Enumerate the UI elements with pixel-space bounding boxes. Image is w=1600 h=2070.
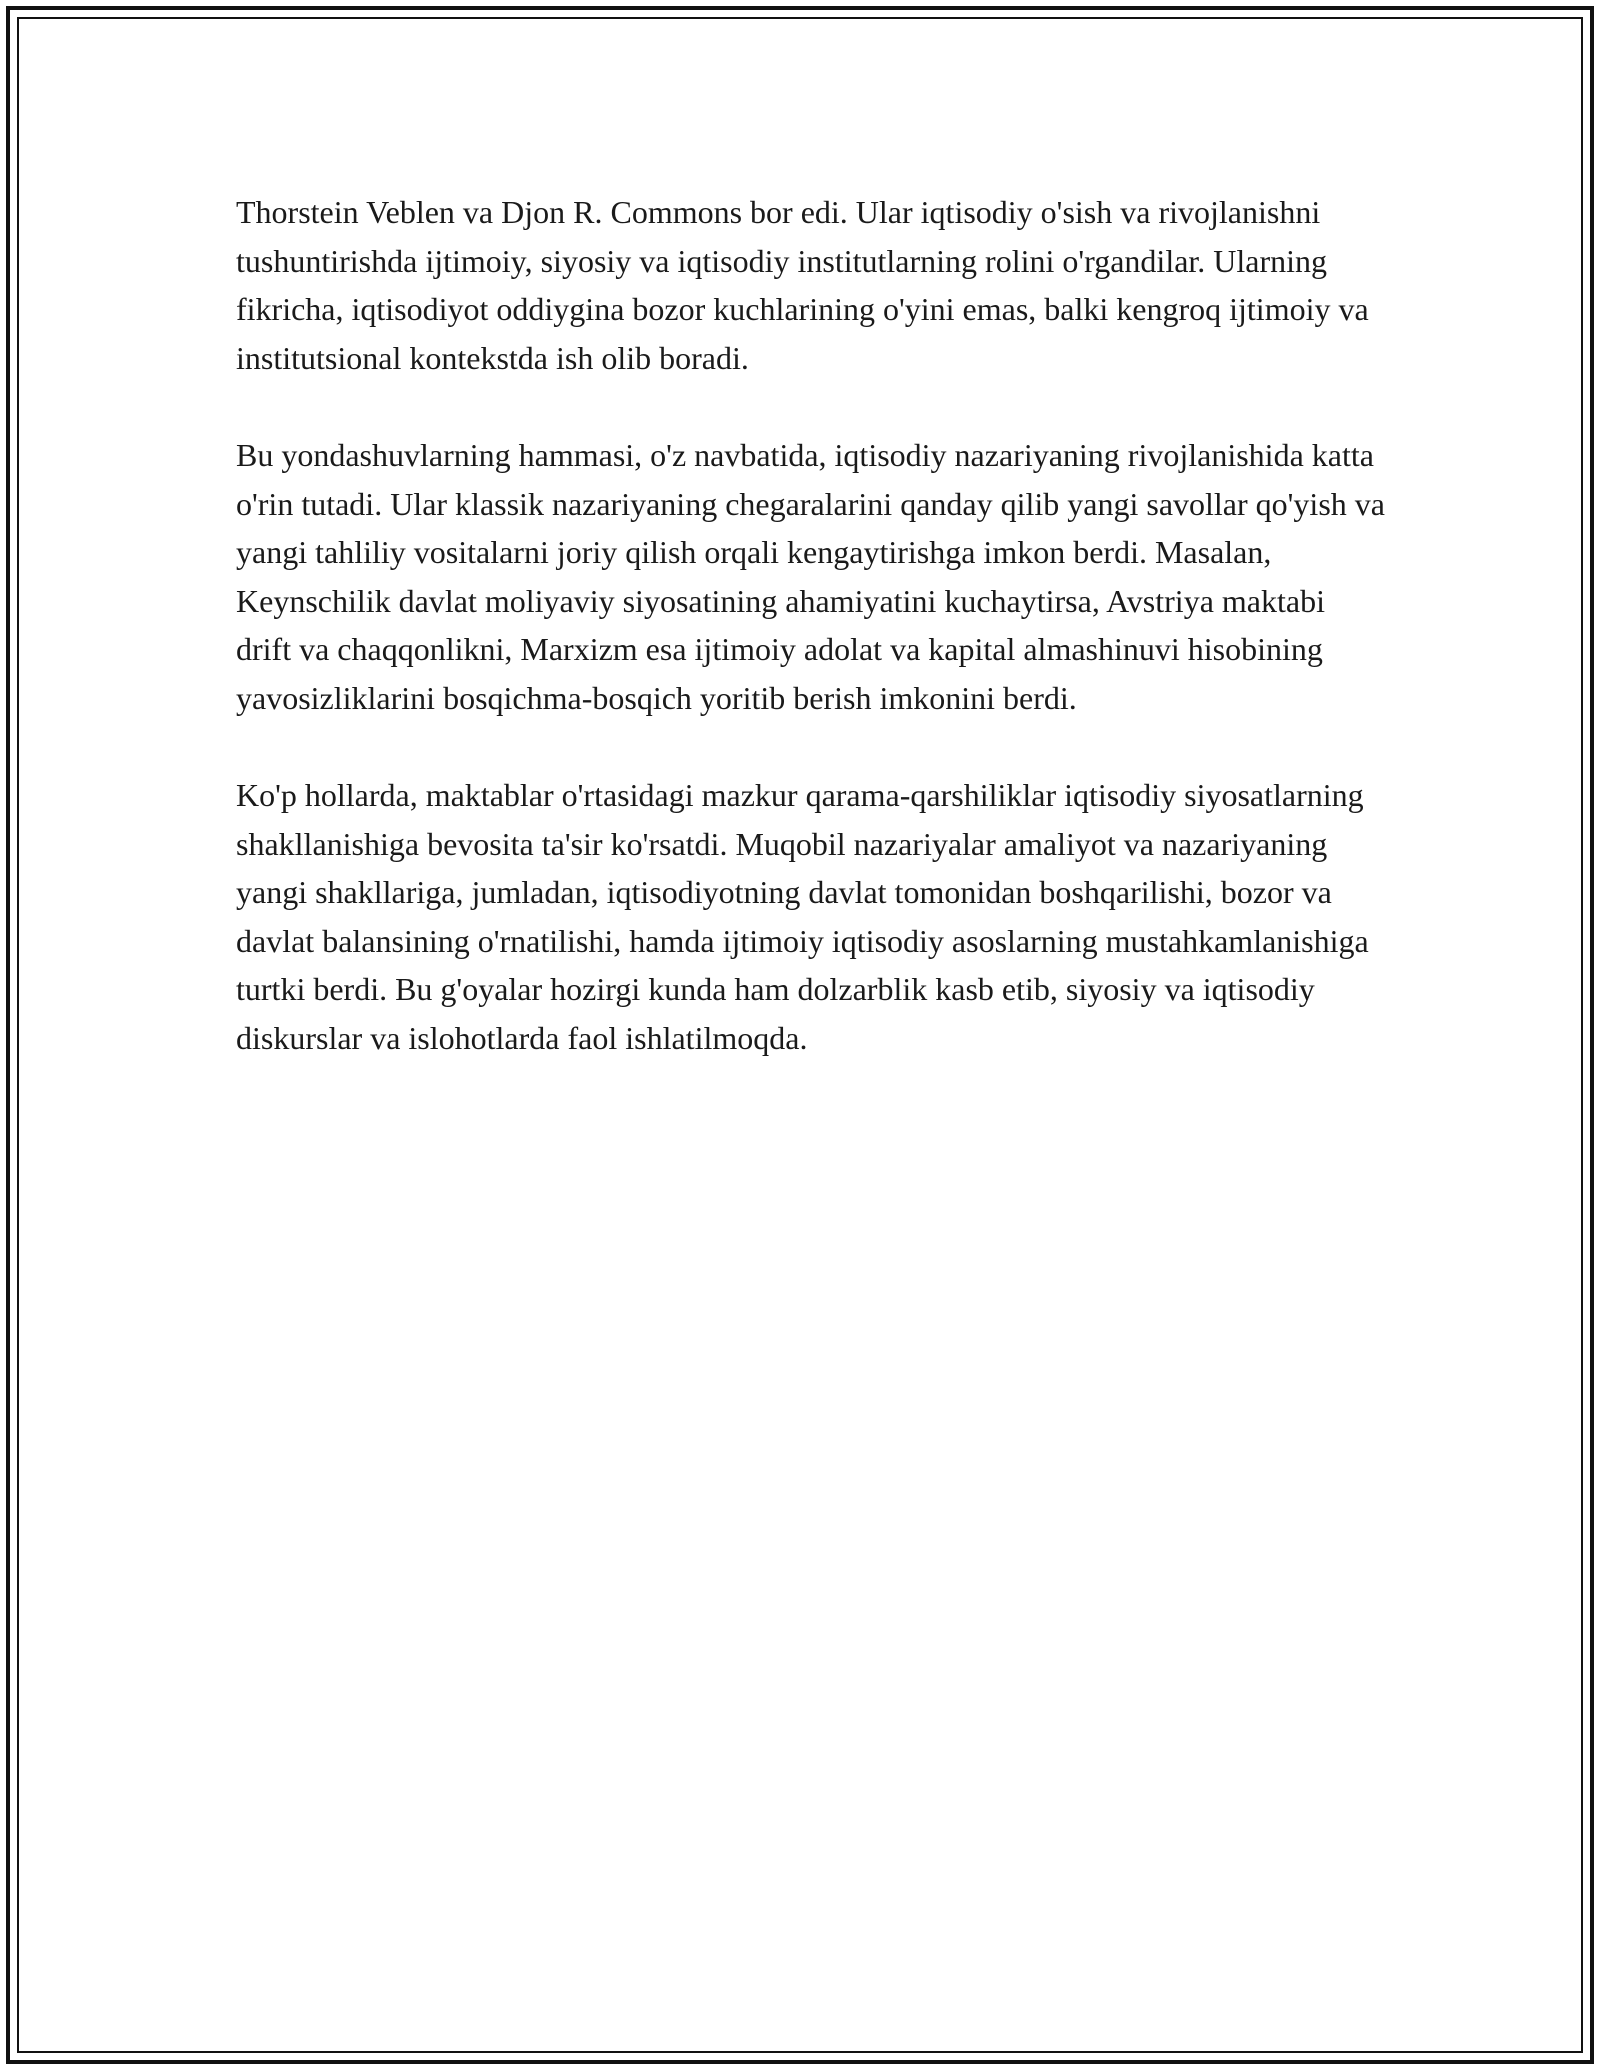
paragraph-3: Ko'p hollarda, maktablar o'rtasidagi mazkur qarama-qarshiliklar iqtisodiy siyosatlarning shakllanishiga bevosita ta'sir ko'rsatdi. Muqobil nazariyalar amaliyot va nazariyaning yangi shakllariga, jumladan, iqtisodiyotning davlat tomonidan boshqarilishi, bozor va davlat balansining o'rnatilishi, hamda ijtimoiy iqtisodiy asoslarning mustahkamlanishiga turtki berdi. Bu g'oyalar hozirgi kunda ham dolzarblik kasb etib, siyosiy va iqtisodiy diskurslar va islohotlarda faol ishlatilmoqda. [236,777,1369,1056]
paragraph-1: Thorstein Veblen va Djon R. Commons bor edi. Ular iqtisodiy o'sish va rivojlanishni tushuntirishda ijtimoiy, siyosiy va iqtisodiy institutlarning rolini o'rgandilar. Ularning fikricha, iqtisodiyot oddiygina bozor kuchlarining o'yini emas, balki kengroq ijtimoiy va institutsional kontekstda ish olib boradi. [236,194,1369,376]
paragraph-2: Bu yondashuvlarning hammasi, o'z navbatida, iqtisodiy nazariyaning rivojlanishida katta o'rin tutadi. Ular klassik nazariyaning chegaralarini qanday qilib yangi savollar qo'yish va yangi tahliliy vositalarni joriy qilish orqali kengaytirishga imkon berdi. Masalan, Keynschilik davlat moliyaviy siyosatining ahamiyatini kuchaytirsa, Avstriya maktabi drift va chaqqonlikni, Marxizm esa ijtimoiy adolat va kapital almashinuvi hisobining yavosizliklarini bosqichma-bosqich yoritib berish imkonini berdi. [236,437,1385,716]
document-body [236,188,1386,1111]
